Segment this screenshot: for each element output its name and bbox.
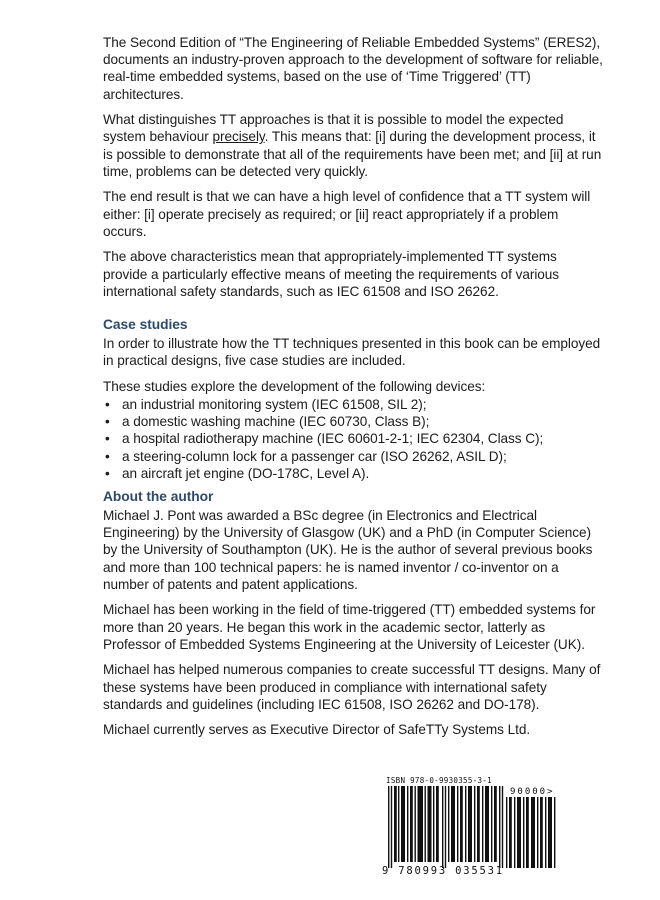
emphasis-precisely: precisely bbox=[212, 129, 265, 145]
list-item bbox=[103, 430, 603, 447]
case-studies-list bbox=[103, 396, 603, 482]
about-author-heading: About the author bbox=[103, 489, 214, 505]
list-item-text: a steering-column lock for a passenger car (ISO 26262, ASIL D); bbox=[122, 448, 507, 464]
back-cover-text bbox=[103, 34, 603, 747]
case-studies-heading: Case studies bbox=[103, 317, 188, 333]
author-paragraph-2: Michael has been working in the field of time-triggered (TT) embedded systems for more than 20 years. He began this work in the academic sector, latterly as Professor of Embedded Systems Engineering at the University of Leicester (UK). bbox=[103, 602, 596, 652]
intro-paragraph-2 bbox=[103, 111, 603, 180]
list-item-text: a domestic washing machine (IEC 60730, Class B); bbox=[122, 414, 430, 430]
author-paragraph-4: Michael currently serves as Executive Director of SafeTTy Systems Ltd. bbox=[103, 722, 531, 738]
author-paragraph-3: Michael has helped numerous companies to create successful TT designs. Many of these systems have been produced in compliance with international safety standards and guidelines (including IEC 61508, ISO 26262 and DO-178). bbox=[103, 662, 601, 712]
isbn-barcode bbox=[382, 776, 562, 886]
case-studies-paragraph-2: These studies explore the development of the following devices: bbox=[103, 378, 486, 394]
list-item bbox=[103, 396, 603, 413]
list-item-text: an aircraft jet engine (DO-178C, Level A). bbox=[122, 465, 370, 481]
intro-paragraph-4: The above characteristics mean that appropriately-implemented TT systems provide a particularly effective means of meeting the requirements of various international safety standards, such as IEC 61508 and ISO 26262. bbox=[103, 249, 560, 299]
list-item bbox=[103, 413, 603, 430]
bullet-icon: • bbox=[105, 397, 110, 413]
barcode-digits: 9 780993 035531 bbox=[382, 865, 504, 877]
case-studies-paragraph-1: In order to illustrate how the TT techniques presented in this book can be employed in practical designs, five case studies are included. bbox=[103, 336, 601, 369]
isbn-label: ISBN 978-0-9930355-3-1 bbox=[386, 776, 492, 785]
list-item-text: a hospital radiotherapy machine (IEC 60601-2-1; IEC 62304, Class C); bbox=[122, 431, 544, 447]
addon-bars-icon bbox=[506, 797, 558, 868]
bullet-icon: • bbox=[105, 414, 110, 430]
author-paragraph-1: Michael J. Pont was awarded a BSc degree (in Electronics and Electrical Engineering) by the University of Glasgow (UK) and a PhD (in Computer Science) by the University of Southampton (UK). He is the author of several previous books and more than 100 technical papers: he is named inventor / co-inventor on a number of patents and patent applications. bbox=[103, 508, 593, 592]
barcode-addon-label: 90000> bbox=[510, 787, 555, 797]
list-item bbox=[103, 448, 603, 465]
bullet-icon: • bbox=[105, 431, 110, 447]
list-item bbox=[103, 465, 603, 482]
intro-p2-text: What distinguishes TT approaches is that it is possible to model the expected system behaviour bbox=[103, 112, 564, 145]
list-item-text: an industrial monitoring system (IEC 61508, SIL 2); bbox=[122, 397, 427, 413]
intro-paragraph-3: The end result is that we can have a high level of confidence that a TT system will either: [i] operate precisely as required; or [ii] react appropriately if a problem occurs. bbox=[103, 189, 591, 239]
intro-paragraph-1: The Second Edition of “The Engineering of Reliable Embedded Systems” (ERES2), documents an industry-proven approach to the development of software for reliable, real-time embedded systems, based on the use of ‘Time Triggered’ (TT) architectures. bbox=[103, 35, 603, 102]
bullet-icon: • bbox=[105, 448, 110, 464]
barcode-bars-icon bbox=[388, 786, 504, 868]
intro-p2-text-end: . This means that: [i] during the development process, it is possible to demonstrate that all of the requirements have been met; and [ii] at run time, problems can be detected very quickly. bbox=[103, 129, 602, 179]
bullet-icon: • bbox=[105, 465, 110, 481]
